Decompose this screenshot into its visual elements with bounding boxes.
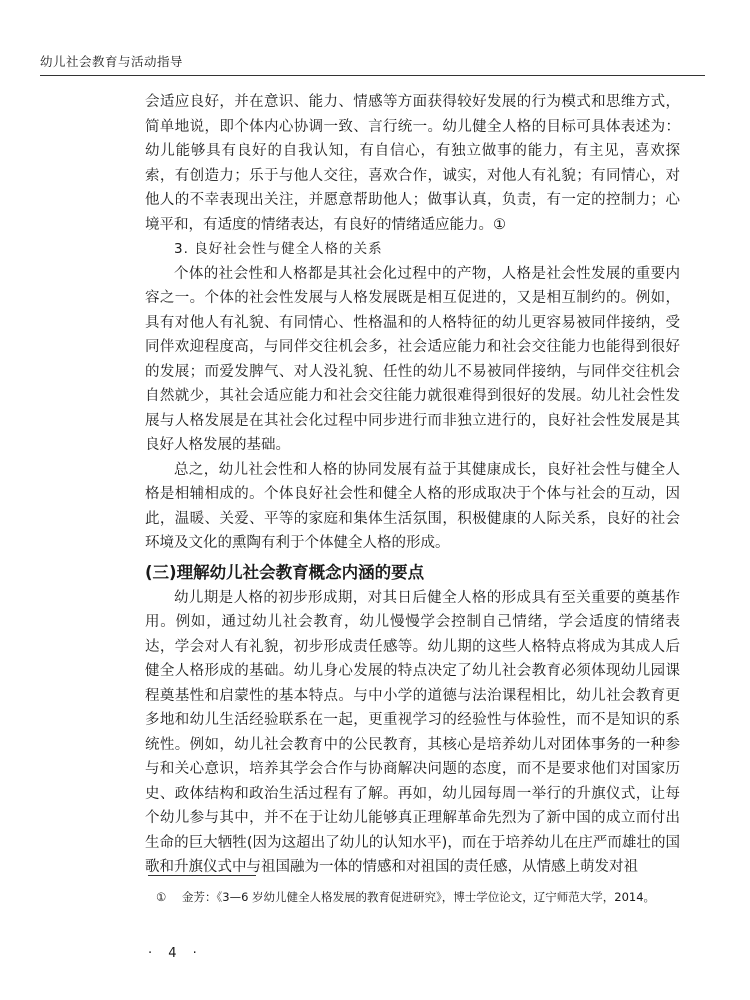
page-number: · 4 · (148, 946, 203, 961)
footnote-marker: ① (156, 890, 167, 904)
paragraph-key-points: 幼儿期是人格的初步形成期，对其日后健全人格的形成具有至关重要的奠基作用。例如，通过幼儿社会教育，幼儿慢慢学会控制自己情绪，学会适度的情绪表达，学会对人有礼貌，初步形成责任感等。幼儿期的这些人格特点将成为其成人后健全人格形成的基础。幼儿身心发展的特点决定了幼儿社会教育必须体现幼儿园课程奠基性和启蒙性的基本特点。与中小学的道德与法治课程相比，幼儿社会教育更多地和幼儿生活经验联系在一起，更重视学习的经验性与体验性，而不是知识的系统性。例如，幼儿社会教育中的公民教育，其核心是培养幼儿对团体事务的一种参与和关心意识，培养其学会合作与协商解决问题的态度，而不是要求他们对国家历史、政体结构和政治生活过程有了解。再如，幼儿园每周一举行的升旗仪式，让每个幼儿参与其中，并不在于让幼儿能够真正理解革命先烈为了新中国的成立而付出生命的巨大牺牲(因为这超出了幼儿的认知水平)，而在于培养幼儿在庄严而雄壮的国歌和升旗仪式中与祖国融为一体的情感和对祖国的责任感，从情感上萌发对祖 (145, 589, 680, 875)
paragraph-socialization: 个体的社会性和人格都是其社会化过程中的产物，人格是社会性发展的重要内容之一。个体的社会性发展与人格发展既是相互促进的，又是相互制约的。例如，具有对他人有礼貌、有同情心、性格温和的人格特征的幼儿更容易被同伴接纳，受同伴欢迎程度高，与同伴交往机会多，社会适应能力和社会交往能力也能得到很好的发展；而爱发脾气、对人没礼貌、任性的幼儿不易被同伴接纳，与同伴交往机会自然就少，其社会适应能力和社会交往能力就很难得到很好的发展。幼儿社会性发展与人格发展是在其社会化过程中同步进行而非独立进行的，良好社会性发展是其良好人格发展的基础。 (145, 265, 680, 453)
paragraph-summary: 总之，幼儿社会性和人格的协同发展有益于其健康成长，良好社会性与健全人格是相辅相成的。个体良好社会性和健全人格的形成取决于个体与社会的互动，因此，温暖、关爱、平等的家庭和集体生活氛围，积极健康的人际关系，良好的社会环境及文化的熏陶有利于个体健全人格的形成。 (145, 461, 680, 551)
footnote-text: 金芳：《3—6 岁幼儿健全人格发展的教育促进研究》，博士学位论文，辽宁师范大学，2014。 (182, 890, 656, 904)
header-divider (40, 75, 705, 76)
paragraph-personality-goals: 会适应良好，并在意识、能力、情感等方面获得较好发展的行为模式和思维方式，简单地说，即个体内心协调一致、言行统一。幼儿健全人格的目标可具体表述为：幼儿能够具有良好的自我认知，有自信心，有独立做事的能力，有主见，喜欢探索，有创造力；乐于与他人交往，喜欢合作，诚实，对他人有礼貌；有同情心，对他人的不幸表现出关注，并愿意帮助他人；做事认真，负责，有一定的控制力；心境平和，有适度的情绪表达，有良好的情绪适应能力。① (145, 94, 680, 233)
footnote-divider (148, 875, 256, 876)
running-header: 幼儿社会教育与活动指导 (40, 54, 184, 69)
section-title: (三)理解幼儿社会教育概念内涵的要点 (145, 562, 425, 582)
page-body (145, 90, 680, 880)
footnote (148, 887, 683, 907)
subheading-relationship: 3. 良好社会性与健全人格的关系 (174, 241, 383, 257)
